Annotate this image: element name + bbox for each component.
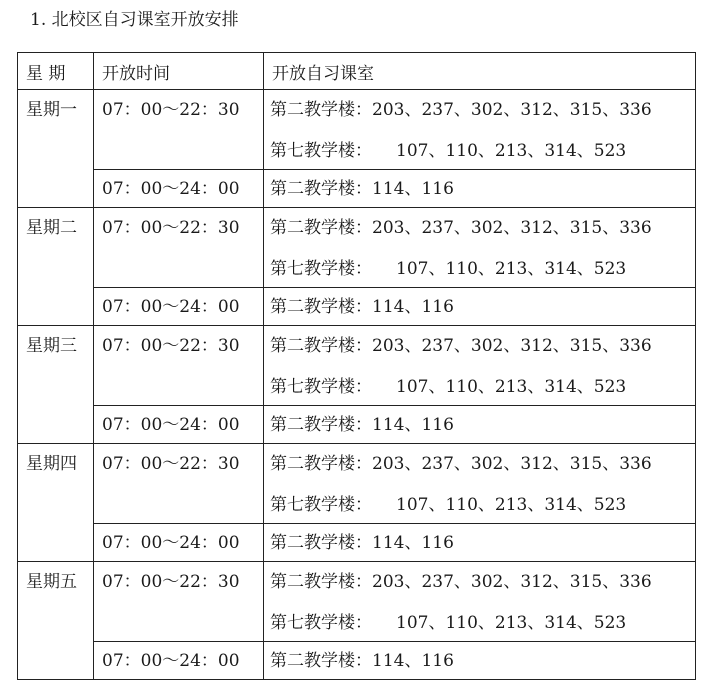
room-numbers: 107、110、213、314、523 (396, 495, 627, 515)
rooms-cell (264, 444, 696, 524)
schedule-table (17, 52, 696, 680)
room-numbers: 107、110、213、314、523 (396, 613, 627, 633)
building-label: 第七教学楼： (270, 495, 372, 515)
building-label: 第二教学楼： (270, 533, 372, 553)
rooms-line (264, 524, 695, 554)
building-label: 第二教学楼： (270, 454, 372, 474)
rooms-cell (264, 170, 696, 208)
rooms-line (264, 326, 695, 357)
time-cell (94, 406, 264, 444)
table-row (18, 90, 696, 170)
building-label: 第二教学楼： (270, 218, 372, 238)
rooms-cell (264, 642, 696, 680)
rooms-line (264, 90, 695, 121)
day-label: 星期五 (26, 572, 77, 592)
rooms-line (264, 288, 695, 318)
rooms-line (264, 239, 695, 287)
open-time: 07：00～24：00 (102, 179, 240, 199)
rooms-line (264, 444, 695, 475)
header-rooms (264, 53, 696, 90)
rooms-cell (264, 90, 696, 170)
room-numbers: 114、116 (372, 651, 454, 671)
day-cell (18, 90, 94, 208)
table-row (18, 288, 696, 326)
table-row (18, 326, 696, 406)
table-row (18, 444, 696, 524)
open-time: 07：00～24：00 (102, 651, 240, 671)
building-label: 第二教学楼： (270, 297, 372, 317)
time-cell (94, 524, 264, 562)
time-cell (94, 208, 264, 288)
room-numbers: 114、116 (372, 533, 454, 553)
day-cell (18, 326, 94, 444)
time-cell (94, 326, 264, 406)
rooms-cell (264, 326, 696, 406)
table-row (18, 406, 696, 444)
header-time (94, 53, 264, 90)
rooms-cell (264, 406, 696, 444)
rooms-cell (264, 524, 696, 562)
room-numbers: 203、237、302、312、315、336 (372, 336, 652, 356)
time-cell (94, 642, 264, 680)
day-cell (18, 562, 94, 680)
header-day-label: 星 期 (26, 63, 66, 84)
day-label: 星期三 (26, 336, 77, 356)
open-time: 07：00～22：30 (102, 572, 240, 592)
header-day (18, 53, 94, 90)
building-label: 第二教学楼： (270, 179, 372, 199)
time-cell (94, 170, 264, 208)
room-numbers: 114、116 (372, 415, 454, 435)
room-numbers: 107、110、213、314、523 (396, 259, 627, 279)
time-cell (94, 444, 264, 524)
rooms-cell (264, 208, 696, 288)
open-time: 07：00～24：00 (102, 297, 240, 317)
rooms-line (264, 357, 695, 405)
open-time: 07：00～22：30 (102, 218, 240, 238)
table-row (18, 562, 696, 642)
day-label: 星期四 (26, 454, 77, 474)
building-label: 第二教学楼： (270, 100, 372, 120)
header-time-label: 开放时间 (102, 63, 170, 84)
building-label: 第七教学楼： (270, 141, 372, 161)
rooms-line (264, 475, 695, 523)
header-row (18, 53, 696, 90)
open-time: 07：00～22：30 (102, 100, 240, 120)
table-row (18, 208, 696, 288)
table-row (18, 642, 696, 680)
table-row (18, 524, 696, 562)
day-label: 星期一 (26, 100, 77, 120)
room-numbers: 203、237、302、312、315、336 (372, 218, 652, 238)
room-numbers: 114、116 (372, 179, 454, 199)
room-numbers: 114、116 (372, 297, 454, 317)
open-time: 07：00～22：30 (102, 454, 240, 474)
open-time: 07：00～24：00 (102, 415, 240, 435)
building-label: 第二教学楼： (270, 336, 372, 356)
section-title: 1. 北校区自习课室开放安排 (30, 10, 239, 30)
rooms-line (264, 208, 695, 239)
rooms-line (264, 562, 695, 593)
building-label: 第二教学楼： (270, 415, 372, 435)
building-label: 第七教学楼： (270, 259, 372, 279)
building-label: 第二教学楼： (270, 651, 372, 671)
rooms-line (264, 121, 695, 169)
day-label: 星期二 (26, 218, 77, 238)
table-row (18, 170, 696, 208)
building-label: 第七教学楼： (270, 377, 372, 397)
building-label: 第七教学楼： (270, 613, 372, 633)
room-numbers: 203、237、302、312、315、336 (372, 100, 652, 120)
rooms-line (264, 406, 695, 436)
open-time: 07：00～22：30 (102, 336, 240, 356)
room-numbers: 203、237、302、312、315、336 (372, 454, 652, 474)
building-label: 第二教学楼： (270, 572, 372, 592)
room-numbers: 107、110、213、314、523 (396, 377, 627, 397)
rooms-line (264, 642, 695, 672)
rooms-line (264, 593, 695, 641)
day-cell (18, 444, 94, 562)
rooms-cell (264, 562, 696, 642)
open-time: 07：00～24：00 (102, 533, 240, 553)
schedule-body (18, 90, 696, 680)
time-cell (94, 562, 264, 642)
day-cell (18, 208, 94, 326)
rooms-line (264, 170, 695, 200)
time-cell (94, 90, 264, 170)
header-rooms-label: 开放自习课室 (272, 63, 374, 84)
time-cell (94, 288, 264, 326)
room-numbers: 107、110、213、314、523 (396, 141, 627, 161)
room-numbers: 203、237、302、312、315、336 (372, 572, 652, 592)
rooms-cell (264, 288, 696, 326)
